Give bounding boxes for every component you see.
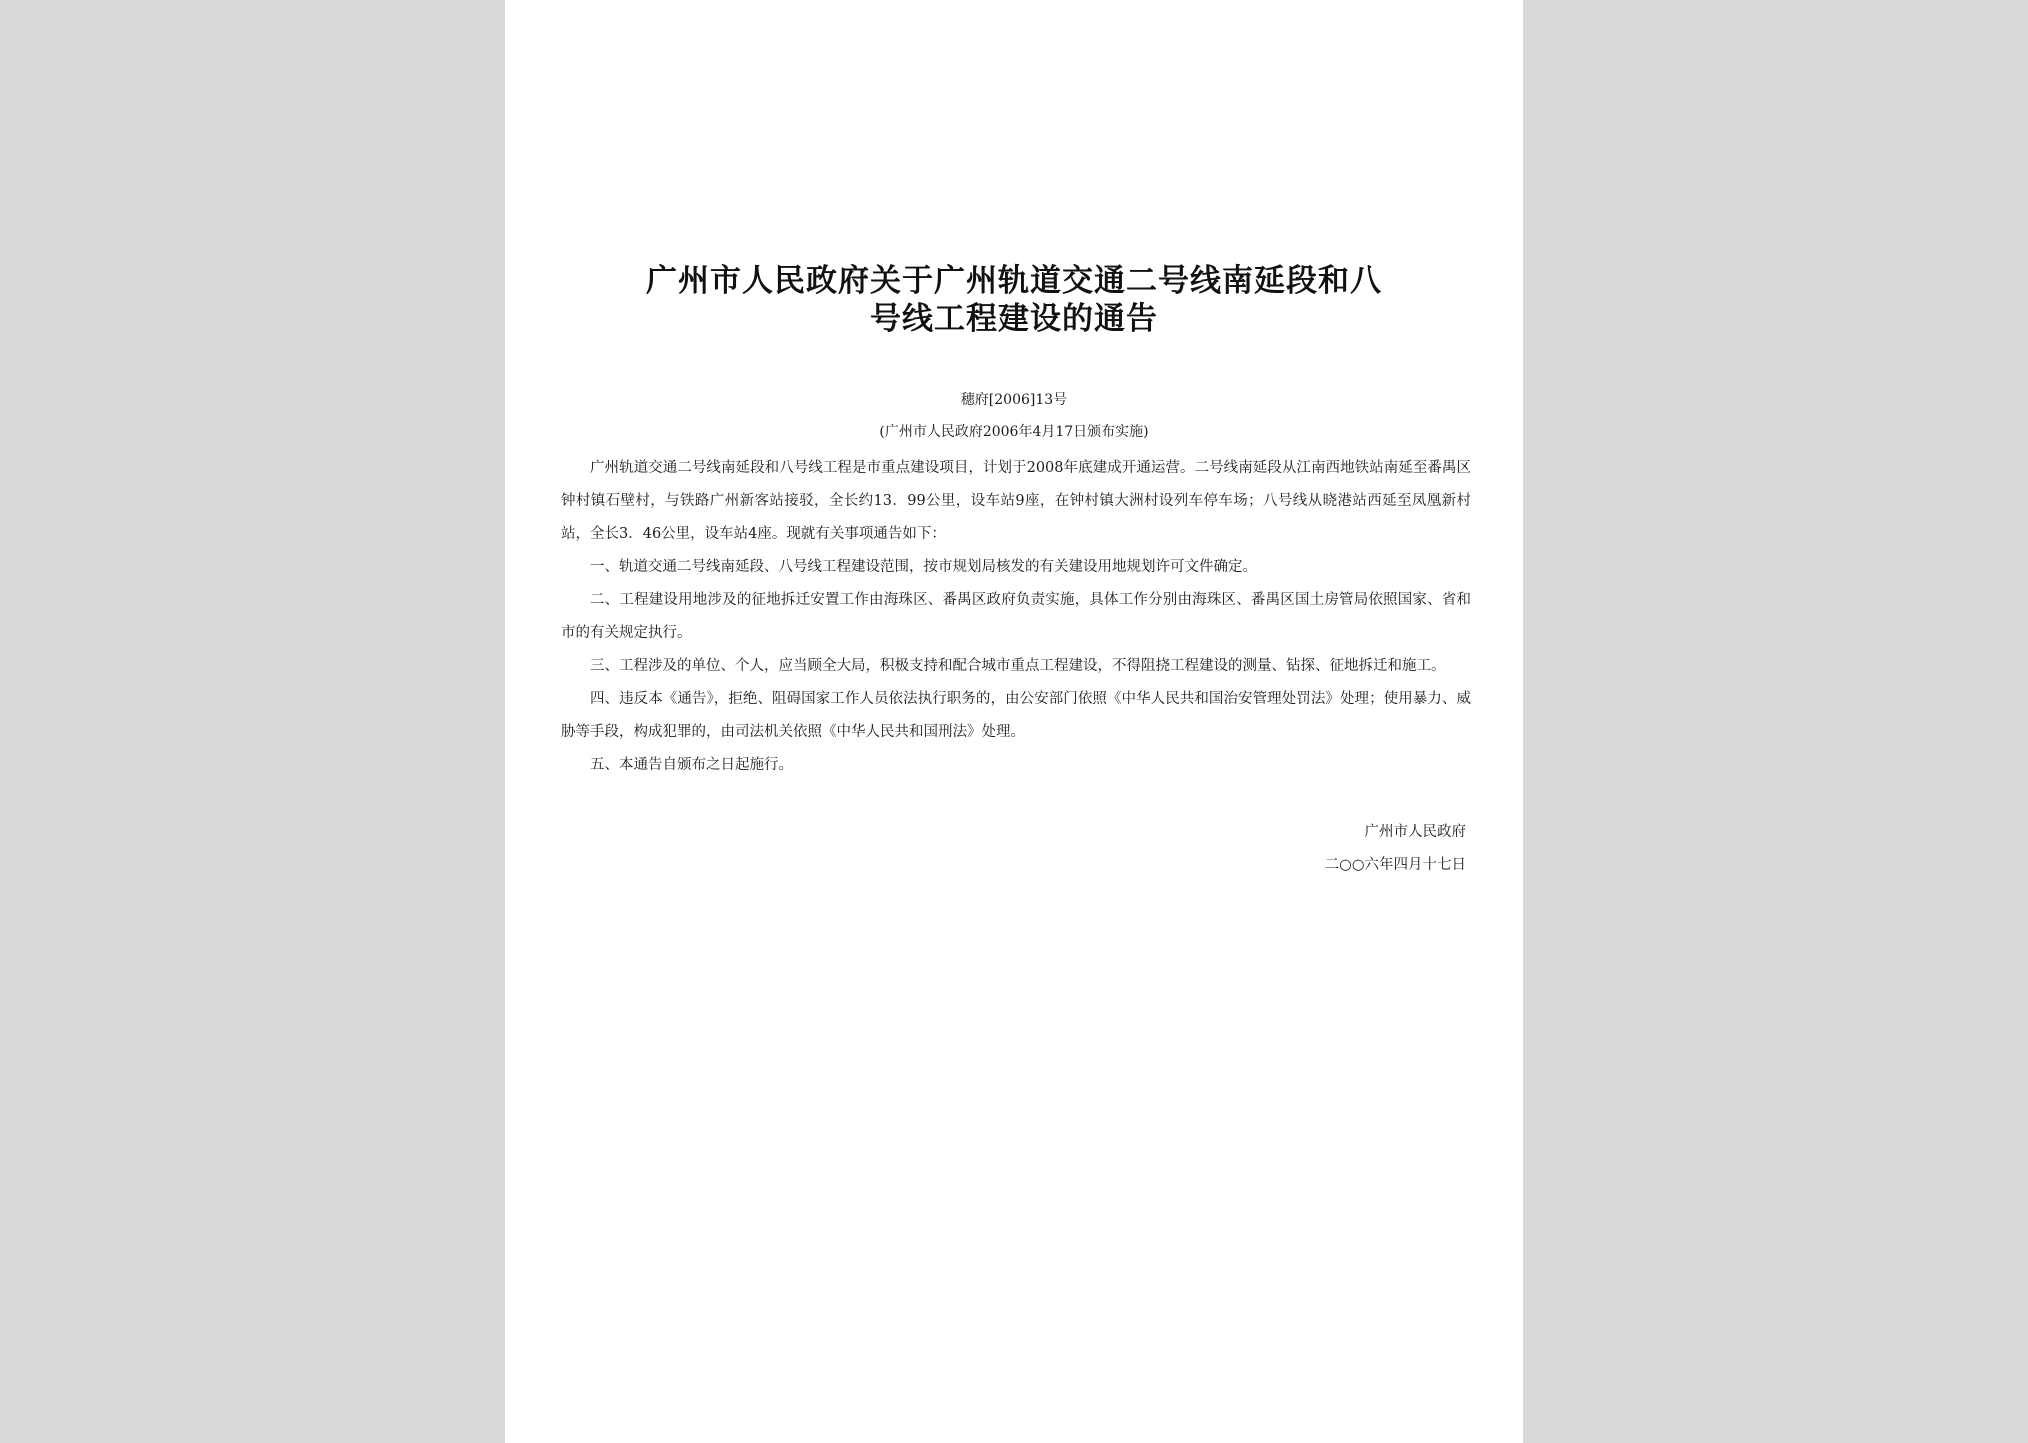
signature-date: 二○○六年四月十七日	[1324, 857, 1466, 873]
document-page	[505, 0, 1523, 1443]
paragraph-item-3: 三、工程涉及的单位、个人，应当顾全大局，积极支持和配合城市重点工程建设，不得阻挠工程建设的测量、钻探、征地拆迁和施工。	[590, 658, 1446, 674]
paragraph-item-1: 一、轨道交通二号线南延段、八号线工程建设范围，按市规划局核发的有关建设用地规划许可文件确定。	[590, 559, 1257, 575]
paragraph-item-2: 二、工程建设用地涉及的征地拆迁安置工作由海珠区、番禺区政府负责实施，具体工作分别由海珠区、番禺区国土房管局依照国家、省和市的有关规定执行。	[561, 592, 1471, 641]
paragraph-intro: 广州轨道交通二号线南延段和八号线工程是市重点建设项目，计划于2008年底建成开通运营。二号线南延段从江南西地铁站南延至番禺区钟村镇石壁村，与铁路广州新客站接驳，全长约13．99公里，设车站9座，在钟村镇大洲村设列车停车场；八号线从晓港站西延至凤凰新村站，全长3．46公里，设车站4座。现就有关事项通告如下：	[561, 460, 1471, 542]
paragraph-item-4: 四、违反本《通告》，拒绝、阻碍国家工作人员依法执行职务的，由公安部门依照《中华人民共和国治安管理处罚法》处理；使用暴力、威胁等手段，构成犯罪的，由司法机关依照《中华人民共和国刑法》处理。	[561, 691, 1471, 740]
document-title-line-2: 号线工程建设的通告	[870, 301, 1158, 337]
document-title	[545, 262, 1483, 338]
document-number: 穗府[2006]13号	[960, 392, 1068, 408]
signature-block	[1325, 816, 1466, 882]
issue-note: (广州市人民政府2006年4月17日颁布实施)	[879, 424, 1149, 440]
signature-issuer: 广州市人民政府	[1364, 824, 1466, 840]
document-body	[561, 452, 1471, 782]
document-title-line-1: 广州市人民政府关于广州轨道交通二号线南延段和八	[646, 263, 1382, 299]
paragraph-item-5: 五、本通告自颁布之日起施行。	[590, 757, 793, 773]
